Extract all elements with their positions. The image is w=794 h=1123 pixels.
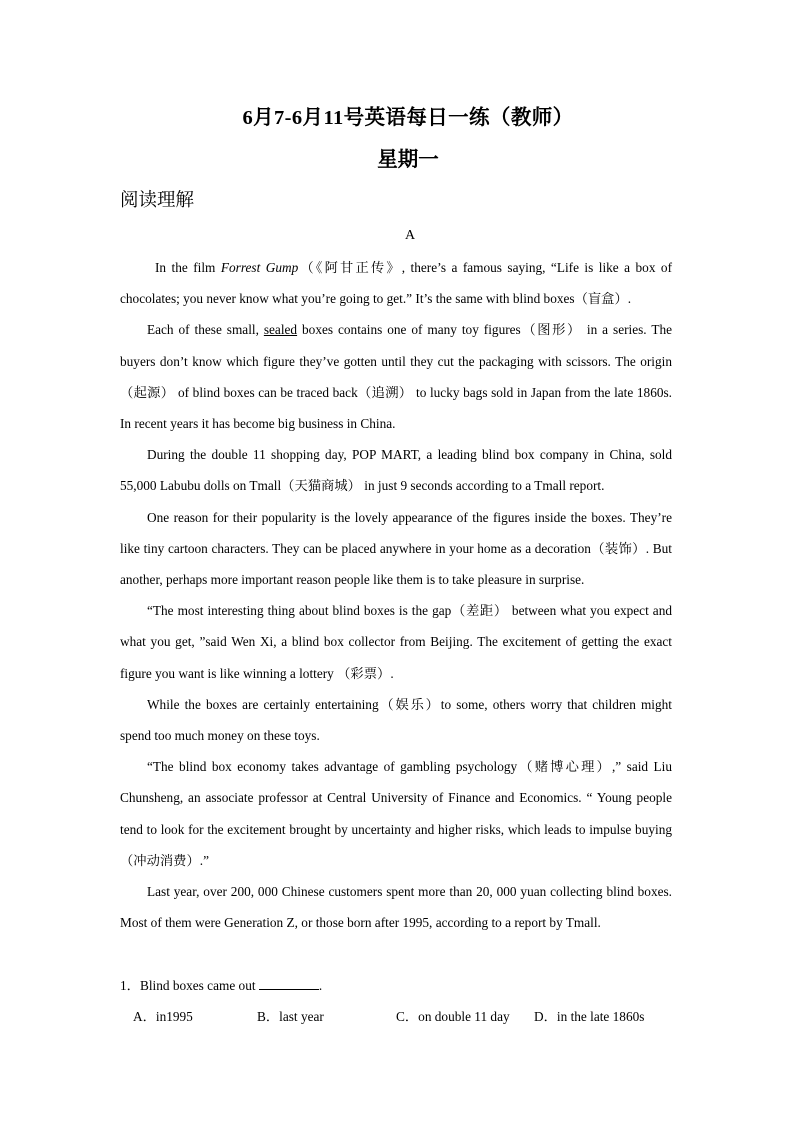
passage-paragraph-6: While the boxes are certainly entertaining（娱乐）to some, others worry that children might spend too much money on these toys. — [120, 696, 672, 744]
question-stem — [120, 970, 672, 1001]
p2-before: Each of these small, — [147, 322, 264, 338]
question-stem-end: . — [318, 978, 323, 993]
p1-before-title: In the film — [155, 260, 221, 275]
answer-options — [120, 1001, 672, 1032]
p2-after: boxes contains one of many toy figures（图形） in a series. The buyers don’t know which figure they’ve gotten until they cut the packaging with scissors. The origin（起源） of blind boxes can be traced back（追溯） to lucky bags sold in Japan from the late 1860s. In recent years it has become big business in China. — [120, 322, 672, 432]
passage-label: A — [404, 228, 416, 243]
reading-passage — [120, 252, 672, 938]
p1-after-title: （《阿甘正传》, there’s a famous saying, “Life is like a box of chocolates; you never know what you’re going to get.” It’s the same with blind boxes（盲盒）. — [120, 260, 673, 307]
passage-paragraph-5: “The most interesting thing about blind boxes is the gap（差距） between what you expect and what you get, ”said Wen Xi, a blind box collector from Beijing. The excitement of getting the exact figure you want is like winning a lottery （彩票）. — [120, 603, 672, 681]
passage-paragraph-2 — [120, 314, 672, 439]
option-a: A．in1995 — [133, 1009, 193, 1025]
document-subtitle: 星期一 — [377, 149, 439, 171]
option-d: D．in the late 1860s — [534, 1009, 645, 1025]
answer-blank — [259, 975, 319, 990]
passage-paragraph-8: Last year, over 200, 000 Chinese customers spent more than 20, 000 yuan collecting blind boxes. Most of them were Generation Z, or those born after 1995, according to a report by Tmall. — [120, 884, 672, 931]
film-title: Forrest Gump — [220, 260, 299, 275]
passage-paragraph-3: During the double 11 shopping day, POP MART, a leading blind box company in China, sold 55,000 Labubu dolls on Tmall（天猫商城） in just 9 seconds according to a Tmall report. — [120, 447, 672, 494]
passage-paragraph-7: “The blind box economy takes advantage of gambling psychology（赌博心理）,” said Liu Chunsheng, an associate professor at Central University of Finance and Economics. “ Young people tend to look for the excitement brought by uncertainty and higher risks, which leads to impulse buying（冲动消费）.” — [120, 759, 672, 868]
passage-paragraph-4: One reason for their popularity is the lovely appearance of the figures inside the boxes. They’re like tiny cartoon characters. They can be placed anywhere in your home as a decoration（装饰）. But another, perhaps more important reason people like them is to take pleasure in surprise. — [120, 509, 672, 588]
passage-paragraph-1 — [120, 252, 672, 314]
section-label: 阅读理解 — [120, 191, 195, 211]
option-c: C．on double 11 day — [396, 1009, 510, 1025]
document-title: 6月7-6月11号英语每日一练（教师） — [242, 107, 574, 129]
question-stem-text: 1．Blind boxes came out — [120, 978, 259, 993]
option-b: B．last year — [257, 1009, 324, 1025]
underlined-word: sealed — [263, 322, 298, 338]
question-1 — [120, 970, 672, 1032]
